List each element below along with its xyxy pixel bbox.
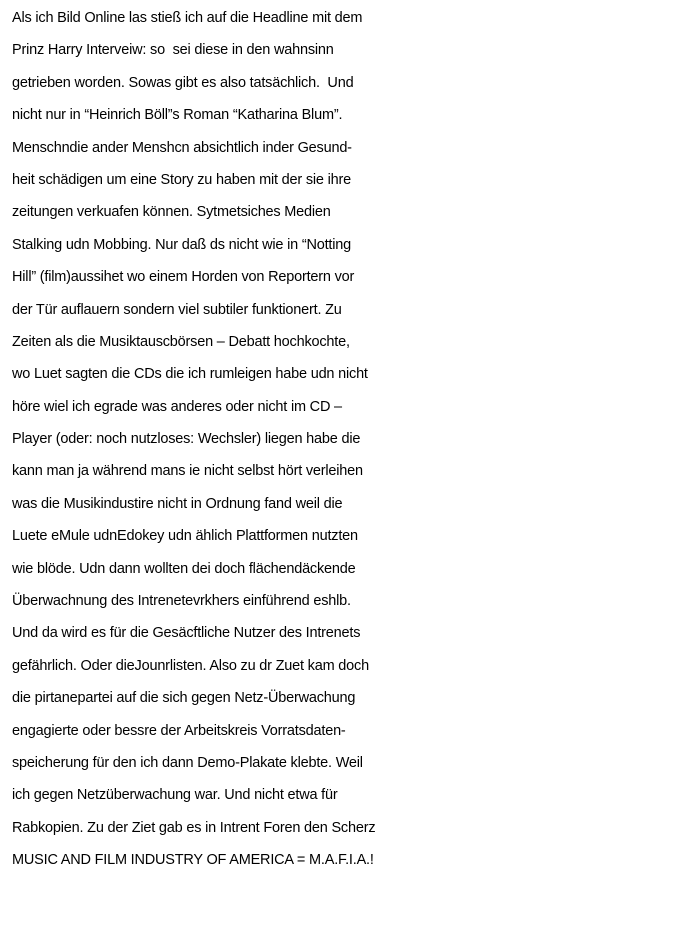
text-line: nicht nur in “Heinrich Böll”s Roman “Katharina Blum”. [12,107,343,124]
text-line: Rabkopien. Zu der Ziet gab es in Intrent Foren den Scherz [12,819,376,836]
text-line: der Tür auflauern sondern viel subtiler funktionert. Zu [12,301,342,318]
text-line: speicherung für den ich dann Demo-Plakate klebte. Weil [12,754,363,771]
text-line: die pirtanepartei auf die sich gegen Netz-Überwachung [12,690,356,707]
text-line: gefährlich. Oder dieJounrlisten. Also zu dr Zuet kam doch [12,657,369,674]
body-text [12,2,682,877]
text-line: wie blöde. Udn dann wollten dei doch flächendäckende [12,560,356,577]
text-line: MUSIC AND FILM INDUSTRY OF AMERICA = M.A.F.I.A.! [12,852,374,869]
text-line: heit schädigen um eine Story zu haben mit der sie ihre [12,171,352,188]
text-line: Zeiten als die Musiktauscbörsen – Debatt hochkochte, [12,333,350,350]
text-line: Überwachnung des Intrenetevrkhers einführend eshlb. [12,593,351,610]
text-line: Und da wird es für die Gesäcftliche Nutzer des Intrenets [12,625,361,642]
text-line: Prinz Harry Interveiw: so sei diese in den wahnsinn [12,42,334,59]
text-line: ich gegen Netzüberwachung war. Und nicht etwa für [12,787,338,804]
text-line: was die Musikindustire nicht in Ordnung fand weil die [12,495,343,512]
text-line: wo Luet sagten die CDs die ich rumleigen habe udn nicht [12,366,368,383]
text-line: Menschndie ander Menshcn absichtlich inder Gesund- [12,139,352,156]
text-line: Als ich Bild Online las stieß ich auf die Headline mit dem [12,10,363,26]
text-line: getrieben worden. Sowas gibt es also tatsächlich. Und [12,74,354,91]
text-line: zeitungen verkuafen können. Sytmetsiches Medien [12,204,331,221]
text-line: Stalking udn Mobbing. Nur daß ds nicht wie in “Notting [12,236,351,253]
text-line: Player (oder: noch nutzloses: Wechsler) liegen habe die [12,431,361,448]
text-line: höre wiel ich egrade was anderes oder nicht im CD – [12,398,342,415]
text-line: engagierte oder bessre der Arbeitskreis Vorratsdaten- [12,722,346,739]
text-line: Luete eMule udnEdokey udn ählich Plattformen nutzten [12,528,358,545]
text-line: Hill” (film)aussihet wo einem Horden von Reportern vor [12,269,355,286]
text-line: kann man ja während mans ie nicht selbst hört verleihen [12,463,363,480]
